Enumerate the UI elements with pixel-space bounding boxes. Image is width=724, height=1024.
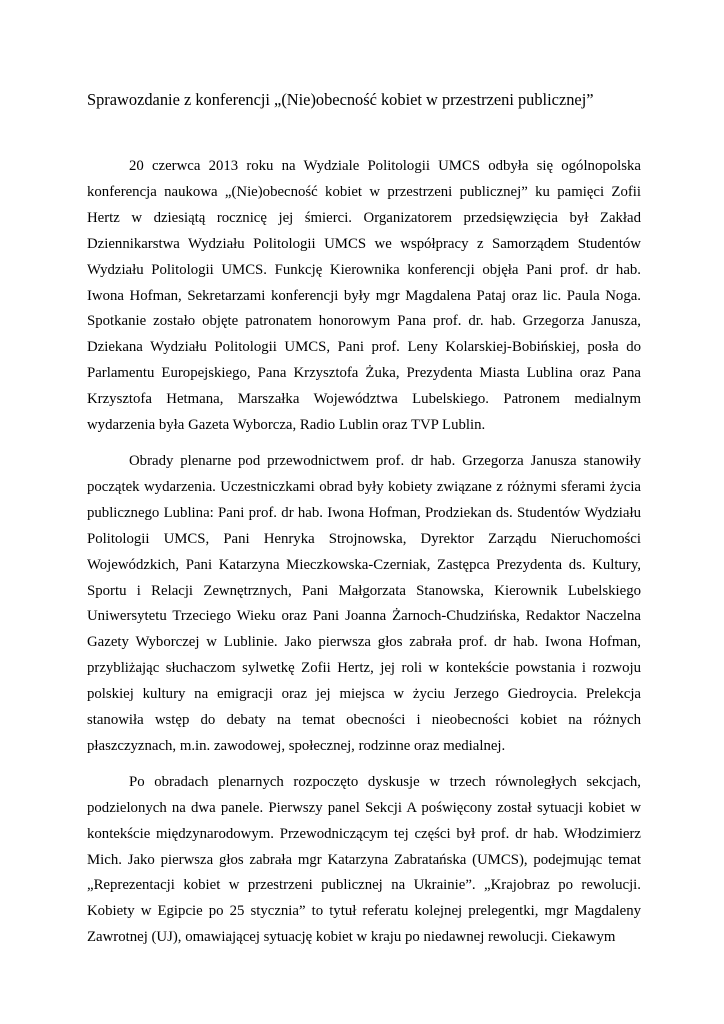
paragraph-conference-overview: 20 czerwca 2013 roku na Wydziale Politologii UMCS odbyła się ogólnopolska konferencja naukowa „(Nie)obecność kobiet w przestrzeni publicznej” ku pamięci Zofii Hertz w dziesiątą rocznicę jej śmierci. Organizatorem przedsięwzięcia był Zakład Dziennikarstwa Wydziału Politologii UMCS we współpracy z Samorządem Studentów Wydziału Politologii UMCS. Funkcję Kierownika konferencji objęła Pani prof. dr hab. Iwona Hofman, Sekretarzami konferencji były mgr Magdalena Pataj oraz lic. Paula Noga. Spotkanie zostało objęte patronatem honorowym Pana prof. dr. hab. Grzegorza Janusza, Dziekana Wydziału Politologii UMCS, Pani prof. Leny Kolarskiej-Bobińskiej, posła do Parlamentu Europejskiego, Pana Krzysztofa Żuka, Prezydenta Miasta Lublina oraz Pana Krzysztofa Hetmana, Marszałka Województwa Lubelskiego. Patronem medialnym wydarzenia była Gazeta Wyborcza, Radio Lublin oraz TVP Lublin.: [87, 158, 641, 434]
document-title: Sprawozdanie z konferencji „(Nie)obecność kobiet w przestrzeni publicznej”: [87, 90, 594, 109]
document-page: [87, 89, 641, 951]
paragraph-plenary-session: Obrady plenarne pod przewodnictwem prof. dr hab. Grzegorza Janusza stanowiły początek wydarzenia. Uczestniczkami obrad były kobiety związane z różnymi sferami życia publicznego Lublina: Pani prof. dr hab. Iwona Hofman, Prodziekan ds. Studentów Wydziału Politologii UMCS, Pani Henryka Strojnowska, Dyrektor Zarządu Nieruchomości Wojewódzkich, Pani Katarzyna Mieczkowska-Czerniak, Zastępca Prezydenta ds. Kultury, Sportu i Relacji Zewnętrznych, Pani Małgorzata Stanowska, Kierownik Lubelskiego Uniwersytetu Trzeciego Wieku oraz Pani Joanna Żarnoch-Chudzińska, Redaktor Naczelna Gazety Wyborczej w Lublinie. Jako pierwsza głos zabrała prof. dr hab. Iwona Hofman, przybliżając słuchaczom sylwetkę Zofii Hertz, jej roli w kontekście powstania i rozwoju polskiej kultury na emigracji oraz jej miejsca w życiu Jerzego Giedroycia. Prelekcja stanowiła wstęp do debaty na temat obecności i nieobecności kobiet na różnych płaszczyznach, m.in. zawodowej, społecznej, rodzinne oraz medialnej.: [87, 452, 641, 754]
paragraph-sections: Po obradach plenarnych rozpoczęto dyskusje w trzech równoległych sekcjach, podzielonych na dwa panele. Pierwszy panel Sekcji A poświęcony został sytuacji kobiet w kontekście międzynarodowym. Przewodniczącym tej części był prof. dr hab. Włodzimierz Mich. Jako pierwsza głos zabrała mgr Katarzyna Zabratańska (UMCS), podejmując temat „Reprezentacji kobiet w przestrzeni publicznej na Ukrainie”. „Krajobraz po rewolucji. Kobiety w Egipcie po 25 stycznia” to tytuł referatu kolejnej prelegentki, mgr Magdaleny Zawrotnej (UJ), omawiającej sytuację kobiet w kraju po niedawnej rewolucji. Ciekawym: [87, 773, 641, 946]
